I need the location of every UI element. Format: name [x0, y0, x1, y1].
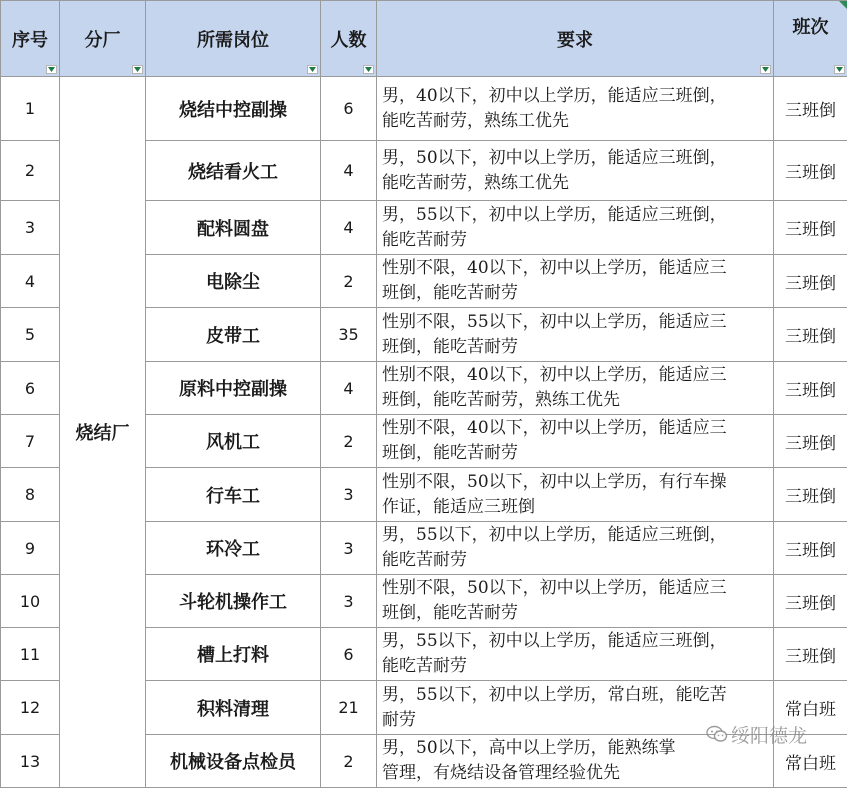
requirement-line-1: 男，50以下，高中以上学历，能熟练掌	[382, 736, 769, 761]
cell-count[interactable]: 21	[321, 681, 377, 735]
cell-requirements[interactable]	[377, 522, 774, 575]
cell-shift[interactable]: 三班倒	[774, 362, 847, 415]
table-row[interactable]	[1, 77, 847, 141]
cell-index[interactable]: 3	[1, 201, 60, 255]
cell-requirements[interactable]	[377, 141, 774, 201]
comment-marker-icon	[839, 1, 847, 9]
cell-position[interactable]: 斗轮机操作工	[146, 575, 321, 628]
cell-requirements[interactable]	[377, 255, 774, 308]
cell-index[interactable]: 1	[1, 77, 60, 141]
filter-dropdown-icon[interactable]	[132, 65, 143, 74]
cell-shift[interactable]: 三班倒	[774, 201, 847, 255]
requirement-line-1: 性别不限，40以下，初中以上学历，能适应三	[382, 256, 769, 281]
cell-position[interactable]: 烧结中控副操	[146, 77, 321, 141]
cell-count[interactable]: 2	[321, 255, 377, 308]
cell-count[interactable]: 3	[321, 522, 377, 575]
cell-shift[interactable]: 三班倒	[774, 308, 847, 362]
filter-dropdown-icon[interactable]	[307, 65, 318, 74]
cell-count[interactable]: 6	[321, 628, 377, 681]
cell-count[interactable]: 35	[321, 308, 377, 362]
cell-index[interactable]: 5	[1, 308, 60, 362]
cell-shift[interactable]: 三班倒	[774, 522, 847, 575]
header-factory[interactable]: 分厂	[60, 1, 146, 77]
filter-dropdown-icon[interactable]	[363, 65, 374, 74]
requirement-line-1: 男，55以下，初中以上学历，能适应三班倒，	[382, 203, 769, 228]
requirement-line-1: 男，55以下，初中以上学历，常白班，能吃苦	[382, 683, 769, 708]
watermark-text: 绥阳德龙	[731, 721, 807, 748]
cell-requirements[interactable]	[377, 201, 774, 255]
cell-shift[interactable]: 三班倒	[774, 415, 847, 468]
requirement-line-1: 性别不限，40以下，初中以上学历，能适应三	[382, 363, 769, 388]
header-requirements[interactable]: 要求	[377, 1, 774, 77]
requirement-line-2: 能吃苦耐劳	[382, 228, 769, 253]
cell-shift[interactable]: 三班倒	[774, 77, 847, 141]
cell-shift[interactable]: 三班倒	[774, 575, 847, 628]
cell-position[interactable]: 风机工	[146, 415, 321, 468]
header-shift[interactable]: 班次	[774, 1, 847, 77]
cell-index[interactable]: 6	[1, 362, 60, 415]
cell-position[interactable]: 烧结看火工	[146, 141, 321, 201]
cell-position[interactable]: 环冷工	[146, 522, 321, 575]
cell-factory[interactable]: 烧结厂	[60, 77, 146, 788]
requirement-line-2: 能吃苦耐劳	[382, 654, 769, 679]
cell-shift[interactable]: 三班倒	[774, 141, 847, 201]
cell-shift[interactable]: 常白班	[774, 681, 847, 735]
cell-position[interactable]: 机械设备点检员	[146, 735, 321, 788]
requirement-line-2: 能吃苦耐劳	[382, 548, 769, 573]
requirement-line-2: 班倒，能吃苦耐劳	[382, 601, 769, 626]
cell-position[interactable]: 积料清理	[146, 681, 321, 735]
cell-index[interactable]: 4	[1, 255, 60, 308]
cell-requirements[interactable]	[377, 575, 774, 628]
cell-index[interactable]: 2	[1, 141, 60, 201]
cell-index[interactable]: 7	[1, 415, 60, 468]
cell-index[interactable]: 12	[1, 681, 60, 735]
cell-requirements[interactable]	[377, 628, 774, 681]
cell-shift[interactable]: 三班倒	[774, 255, 847, 308]
cell-index[interactable]: 9	[1, 522, 60, 575]
cell-count[interactable]: 3	[321, 468, 377, 522]
cell-position[interactable]: 槽上打料	[146, 628, 321, 681]
header-index[interactable]: 序号	[1, 1, 60, 77]
cell-index[interactable]: 11	[1, 628, 60, 681]
requirement-line-1: 男，50以下，初中以上学历，能适应三班倒，	[382, 146, 769, 171]
requirement-line-2: 能吃苦耐劳，熟练工优先	[382, 171, 769, 196]
requirement-line-1: 男，40以下，初中以上学历，能适应三班倒，	[382, 84, 769, 109]
cell-position[interactable]: 行车工	[146, 468, 321, 522]
requirement-line-1: 性别不限，40以下，初中以上学历，能适应三	[382, 416, 769, 441]
requirement-line-2: 班倒，能吃苦耐劳，熟练工优先	[382, 388, 769, 413]
filter-dropdown-icon[interactable]	[46, 65, 57, 74]
cell-count[interactable]: 2	[321, 735, 377, 788]
requirement-line-1: 性别不限，50以下，初中以上学历，能适应三	[382, 576, 769, 601]
requirement-line-1: 男，55以下，初中以上学历，能适应三班倒，	[382, 523, 769, 548]
cell-position[interactable]: 电除尘	[146, 255, 321, 308]
cell-count[interactable]: 2	[321, 415, 377, 468]
cell-count[interactable]: 4	[321, 141, 377, 201]
cell-requirements[interactable]	[377, 77, 774, 141]
header-row	[1, 1, 847, 77]
cell-index[interactable]: 10	[1, 575, 60, 628]
cell-count[interactable]: 4	[321, 362, 377, 415]
requirement-line-1: 性别不限，50以下，初中以上学历，有行车操	[382, 470, 769, 495]
header-count[interactable]: 人数	[321, 1, 377, 77]
cell-count[interactable]: 6	[321, 77, 377, 141]
cell-requirements[interactable]	[377, 308, 774, 362]
cell-position[interactable]: 皮带工	[146, 308, 321, 362]
requirement-line-2: 作证，能适应三班倒	[382, 495, 769, 520]
cell-index[interactable]: 13	[1, 735, 60, 788]
requirement-line-2: 班倒，能吃苦耐劳	[382, 441, 769, 466]
cell-count[interactable]: 3	[321, 575, 377, 628]
cell-shift[interactable]: 三班倒	[774, 468, 847, 522]
cell-requirements[interactable]	[377, 362, 774, 415]
filter-dropdown-icon[interactable]	[760, 65, 771, 74]
filter-dropdown-icon[interactable]	[834, 65, 845, 74]
requirement-line-1: 性别不限，55以下，初中以上学历，能适应三	[382, 310, 769, 335]
requirement-line-1: 男，55以下，初中以上学历，能适应三班倒，	[382, 629, 769, 654]
requirement-line-2: 能吃苦耐劳，熟练工优先	[382, 109, 769, 134]
requirement-line-2: 管理，有烧结设备管理经验优先	[382, 761, 769, 786]
header-position[interactable]: 所需岗位	[146, 1, 321, 77]
cell-requirements[interactable]	[377, 468, 774, 522]
cell-count[interactable]: 4	[321, 201, 377, 255]
requirement-line-2: 班倒，能吃苦耐劳	[382, 335, 769, 360]
requirement-line-2: 耐劳	[382, 708, 769, 733]
cell-shift[interactable]: 三班倒	[774, 628, 847, 681]
cell-shift[interactable]: 常白班	[774, 735, 847, 788]
watermark	[706, 722, 807, 746]
cell-position[interactable]: 配料圆盘	[146, 201, 321, 255]
cell-requirements[interactable]	[377, 415, 774, 468]
requirement-line-2: 班倒，能吃苦耐劳	[382, 281, 769, 306]
cell-index[interactable]: 8	[1, 468, 60, 522]
wechat-icon	[706, 725, 728, 743]
cell-position[interactable]: 原料中控副操	[146, 362, 321, 415]
